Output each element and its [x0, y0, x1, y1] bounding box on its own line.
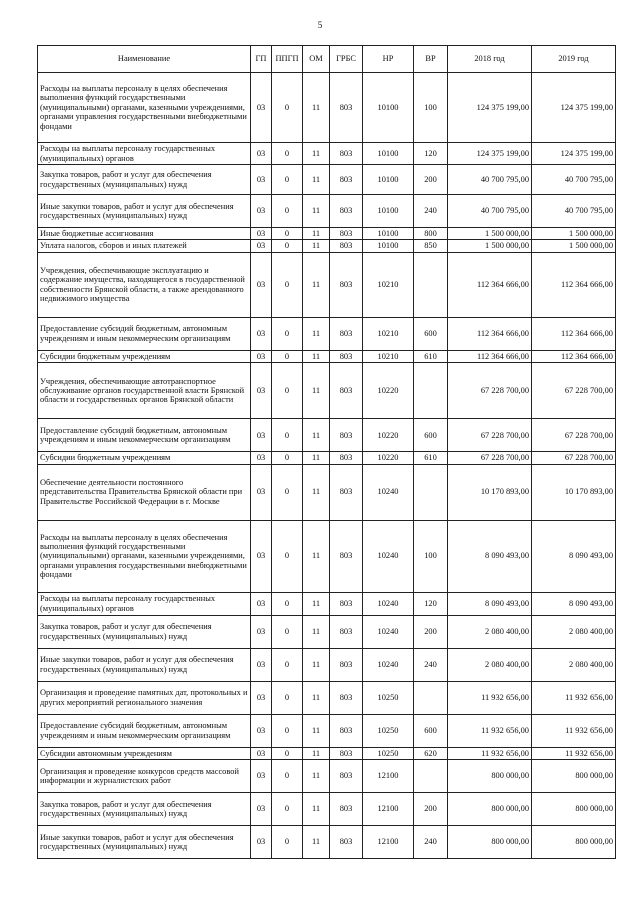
cell-vr: 600 [414, 419, 448, 452]
cell-grbs: 803 [330, 240, 363, 252]
header-nr: НР [363, 46, 414, 73]
cell-name: Расходы на выплаты персоналу в целях обеспечения выполнения функций государственными (муниципальными) органами, казенными учреждениями, органами управления государственными внебюджетными фондами [38, 520, 251, 592]
cell-nr: 10250 [363, 681, 414, 714]
table-header-row [38, 46, 616, 73]
cell-y2019: 2 080 400,00 [532, 615, 616, 648]
cell-ppgp: 0 [272, 419, 303, 452]
cell-y2018: 2 080 400,00 [448, 615, 532, 648]
cell-y2018: 1 500 000,00 [448, 228, 532, 240]
cell-om: 11 [303, 520, 330, 592]
cell-y2018: 112 364 666,00 [448, 317, 532, 350]
table-row [38, 793, 616, 826]
cell-om: 11 [303, 252, 330, 317]
cell-vr: 120 [414, 592, 448, 615]
cell-ppgp: 0 [272, 592, 303, 615]
cell-nr: 10240 [363, 520, 414, 592]
cell-grbs: 803 [330, 714, 363, 747]
cell-gp: 03 [251, 165, 272, 195]
cell-nr: 10220 [363, 452, 414, 464]
header-2019: 2019 год [532, 46, 616, 73]
table-row [38, 419, 616, 452]
cell-vr: 200 [414, 165, 448, 195]
cell-grbs: 803 [330, 615, 363, 648]
cell-grbs: 803 [330, 363, 363, 419]
cell-name: Учреждения, обеспечивающие эксплуатацию и содержание имущества, находящегося в государственной собственности Брянской области, а также арендованного недвижимого имущества [38, 252, 251, 317]
cell-y2019: 8 090 493,00 [532, 520, 616, 592]
cell-name: Расходы на выплаты персоналу государственных (муниципальных) органов [38, 592, 251, 615]
cell-y2018: 8 090 493,00 [448, 592, 532, 615]
cell-gp: 03 [251, 350, 272, 362]
table-row [38, 615, 616, 648]
cell-y2019: 800 000,00 [532, 760, 616, 793]
cell-nr: 12100 [363, 793, 414, 826]
cell-name: Уплата налогов, сборов и иных платежей [38, 240, 251, 252]
header-om: ОМ [303, 46, 330, 73]
cell-ppgp: 0 [272, 615, 303, 648]
cell-ppgp: 0 [272, 714, 303, 747]
cell-om: 11 [303, 747, 330, 759]
cell-om: 11 [303, 648, 330, 681]
cell-y2019: 2 080 400,00 [532, 648, 616, 681]
cell-y2018: 1 500 000,00 [448, 240, 532, 252]
cell-om: 11 [303, 350, 330, 362]
cell-ppgp: 0 [272, 363, 303, 419]
table-row [38, 350, 616, 362]
table-row [38, 143, 616, 165]
table-row [38, 648, 616, 681]
cell-y2019: 40 700 795,00 [532, 165, 616, 195]
cell-y2018: 67 228 700,00 [448, 363, 532, 419]
cell-grbs: 803 [330, 592, 363, 615]
header-name: Наименование [38, 46, 251, 73]
cell-y2019: 11 932 656,00 [532, 747, 616, 759]
cell-nr: 10210 [363, 252, 414, 317]
cell-name: Закупка товаров, работ и услуг для обеспечения государственных (муниципальных) нужд [38, 165, 251, 195]
cell-name: Предоставление субсидий бюджетным, автономным учреждениям и иным некоммерческим организациям [38, 714, 251, 747]
cell-y2018: 40 700 795,00 [448, 195, 532, 228]
cell-y2018: 11 932 656,00 [448, 747, 532, 759]
cell-y2019: 11 932 656,00 [532, 681, 616, 714]
page-number: 5 [317, 20, 323, 30]
cell-nr: 10250 [363, 747, 414, 759]
cell-grbs: 803 [330, 143, 363, 165]
cell-y2019: 67 228 700,00 [532, 419, 616, 452]
header-grbs: ГРБС [330, 46, 363, 73]
table-row [38, 240, 616, 252]
cell-vr: 800 [414, 228, 448, 240]
cell-y2019: 11 932 656,00 [532, 714, 616, 747]
cell-y2018: 8 090 493,00 [448, 520, 532, 592]
cell-gp: 03 [251, 317, 272, 350]
cell-grbs: 803 [330, 826, 363, 859]
cell-y2018: 800 000,00 [448, 826, 532, 859]
cell-ppgp: 0 [272, 520, 303, 592]
cell-y2018: 124 375 199,00 [448, 73, 532, 143]
cell-grbs: 803 [330, 195, 363, 228]
cell-gp: 03 [251, 615, 272, 648]
cell-name: Субсидии бюджетным учреждениям [38, 452, 251, 464]
cell-om: 11 [303, 317, 330, 350]
cell-gp: 03 [251, 363, 272, 419]
cell-y2019: 40 700 795,00 [532, 195, 616, 228]
cell-vr: 600 [414, 317, 448, 350]
cell-y2018: 11 932 656,00 [448, 681, 532, 714]
cell-y2018: 2 080 400,00 [448, 648, 532, 681]
cell-om: 11 [303, 760, 330, 793]
cell-gp: 03 [251, 228, 272, 240]
cell-ppgp: 0 [272, 317, 303, 350]
cell-nr: 12100 [363, 826, 414, 859]
cell-om: 11 [303, 714, 330, 747]
cell-gp: 03 [251, 826, 272, 859]
cell-om: 11 [303, 826, 330, 859]
table-row [38, 317, 616, 350]
cell-name: Организация и проведение памятных дат, протокольных и других мероприятий регионального значения [38, 681, 251, 714]
cell-om: 11 [303, 143, 330, 165]
cell-name: Иные закупки товаров, работ и услуг для обеспечения государственных (муниципальных) нужд [38, 826, 251, 859]
cell-gp: 03 [251, 464, 272, 520]
cell-om: 11 [303, 195, 330, 228]
cell-ppgp: 0 [272, 228, 303, 240]
cell-ppgp: 0 [272, 826, 303, 859]
cell-name: Предоставление субсидий бюджетным, автономным учреждениям и иным некоммерческим организациям [38, 317, 251, 350]
header-gp: ГП [251, 46, 272, 73]
table-row [38, 228, 616, 240]
cell-vr: 120 [414, 143, 448, 165]
table-row [38, 73, 616, 143]
cell-om: 11 [303, 452, 330, 464]
cell-ppgp: 0 [272, 195, 303, 228]
cell-name: Закупка товаров, работ и услуг для обеспечения государственных (муниципальных) нужд [38, 793, 251, 826]
cell-nr: 10100 [363, 228, 414, 240]
cell-name: Расходы на выплаты персоналу государственных (муниципальных) органов [38, 143, 251, 165]
cell-ppgp: 0 [272, 464, 303, 520]
cell-gp: 03 [251, 681, 272, 714]
cell-gp: 03 [251, 714, 272, 747]
cell-vr [414, 760, 448, 793]
table-row [38, 363, 616, 419]
cell-nr: 10240 [363, 592, 414, 615]
cell-grbs: 803 [330, 793, 363, 826]
cell-grbs: 803 [330, 452, 363, 464]
cell-gp: 03 [251, 747, 272, 759]
cell-nr: 10220 [363, 363, 414, 419]
cell-y2018: 112 364 666,00 [448, 252, 532, 317]
cell-nr: 10100 [363, 165, 414, 195]
cell-name: Предоставление субсидий бюджетным, автономным учреждениям и иным некоммерческим организациям [38, 419, 251, 452]
cell-nr: 10220 [363, 419, 414, 452]
cell-y2018: 40 700 795,00 [448, 165, 532, 195]
cell-name: Закупка товаров, работ и услуг для обеспечения государственных (муниципальных) нужд [38, 615, 251, 648]
cell-y2019: 800 000,00 [532, 826, 616, 859]
cell-gp: 03 [251, 793, 272, 826]
cell-y2018: 112 364 666,00 [448, 350, 532, 362]
cell-nr: 10210 [363, 317, 414, 350]
table-row [38, 520, 616, 592]
budget-table [37, 45, 616, 859]
cell-name: Обеспечение деятельности постоянного представительства Правительства Брянской области при Правительстве Российской Федерации в г. Москве [38, 464, 251, 520]
cell-y2018: 67 228 700,00 [448, 419, 532, 452]
cell-name: Иные бюджетные ассигнования [38, 228, 251, 240]
header-vr: ВР [414, 46, 448, 73]
table-row [38, 592, 616, 615]
cell-ppgp: 0 [272, 793, 303, 826]
cell-om: 11 [303, 419, 330, 452]
cell-vr: 610 [414, 452, 448, 464]
cell-gp: 03 [251, 195, 272, 228]
cell-grbs: 803 [330, 317, 363, 350]
cell-nr: 10240 [363, 615, 414, 648]
cell-y2018: 10 170 893,00 [448, 464, 532, 520]
table-row [38, 714, 616, 747]
cell-nr: 10100 [363, 195, 414, 228]
cell-gp: 03 [251, 252, 272, 317]
cell-om: 11 [303, 228, 330, 240]
cell-ppgp: 0 [272, 681, 303, 714]
cell-nr: 10240 [363, 648, 414, 681]
cell-name: Иные закупки товаров, работ и услуг для обеспечения государственных (муниципальных) нужд [38, 648, 251, 681]
cell-y2018: 800 000,00 [448, 793, 532, 826]
cell-vr: 240 [414, 648, 448, 681]
cell-grbs: 803 [330, 228, 363, 240]
cell-nr: 10250 [363, 714, 414, 747]
cell-y2019: 67 228 700,00 [532, 452, 616, 464]
cell-grbs: 803 [330, 73, 363, 143]
cell-y2019: 124 375 199,00 [532, 73, 616, 143]
cell-y2019: 10 170 893,00 [532, 464, 616, 520]
header-ppgp: ППГП [272, 46, 303, 73]
cell-gp: 03 [251, 760, 272, 793]
cell-ppgp: 0 [272, 760, 303, 793]
table-row [38, 464, 616, 520]
cell-grbs: 803 [330, 464, 363, 520]
cell-om: 11 [303, 464, 330, 520]
cell-gp: 03 [251, 648, 272, 681]
cell-name: Расходы на выплаты персоналу в целях обеспечения выполнения функций государственными (муниципальными) органами, казенными учреждениями, органами управления государственными внебюджетными фондами [38, 73, 251, 143]
cell-y2018: 11 932 656,00 [448, 714, 532, 747]
cell-vr: 100 [414, 73, 448, 143]
cell-grbs: 803 [330, 681, 363, 714]
cell-grbs: 803 [330, 165, 363, 195]
cell-gp: 03 [251, 452, 272, 464]
cell-nr: 10240 [363, 464, 414, 520]
table-body [38, 73, 616, 859]
cell-vr: 240 [414, 195, 448, 228]
cell-y2019: 112 364 666,00 [532, 350, 616, 362]
cell-om: 11 [303, 73, 330, 143]
cell-y2018: 124 375 199,00 [448, 143, 532, 165]
cell-y2019: 124 375 199,00 [532, 143, 616, 165]
table-row [38, 681, 616, 714]
cell-y2019: 67 228 700,00 [532, 363, 616, 419]
cell-om: 11 [303, 363, 330, 419]
cell-y2019: 8 090 493,00 [532, 592, 616, 615]
cell-y2019: 800 000,00 [532, 793, 616, 826]
cell-y2019: 112 364 666,00 [532, 252, 616, 317]
cell-om: 11 [303, 681, 330, 714]
cell-grbs: 803 [330, 419, 363, 452]
cell-nr: 10100 [363, 240, 414, 252]
cell-om: 11 [303, 240, 330, 252]
cell-gp: 03 [251, 520, 272, 592]
cell-grbs: 803 [330, 747, 363, 759]
cell-ppgp: 0 [272, 165, 303, 195]
cell-vr: 620 [414, 747, 448, 759]
cell-ppgp: 0 [272, 143, 303, 165]
cell-name: Субсидии автономным учреждениям [38, 747, 251, 759]
cell-gp: 03 [251, 240, 272, 252]
table-row [38, 252, 616, 317]
cell-nr: 12100 [363, 760, 414, 793]
cell-vr: 240 [414, 826, 448, 859]
cell-gp: 03 [251, 592, 272, 615]
table-row [38, 165, 616, 195]
cell-nr: 10210 [363, 350, 414, 362]
cell-vr: 100 [414, 520, 448, 592]
cell-nr: 10100 [363, 143, 414, 165]
cell-vr: 200 [414, 615, 448, 648]
cell-om: 11 [303, 592, 330, 615]
cell-vr [414, 681, 448, 714]
table-row [38, 760, 616, 793]
cell-vr [414, 252, 448, 317]
cell-y2019: 1 500 000,00 [532, 240, 616, 252]
cell-gp: 03 [251, 143, 272, 165]
cell-gp: 03 [251, 419, 272, 452]
cell-vr [414, 464, 448, 520]
cell-vr: 610 [414, 350, 448, 362]
cell-name: Иные закупки товаров, работ и услуг для обеспечения государственных (муниципальных) нужд [38, 195, 251, 228]
cell-y2018: 67 228 700,00 [448, 452, 532, 464]
cell-ppgp: 0 [272, 648, 303, 681]
cell-ppgp: 0 [272, 252, 303, 317]
cell-name: Учреждения, обеспечивающие автотранспортное обслуживание органов государственной власти Брянской области и государственных органов Брянской области [38, 363, 251, 419]
cell-ppgp: 0 [272, 240, 303, 252]
cell-om: 11 [303, 165, 330, 195]
table-row [38, 195, 616, 228]
cell-ppgp: 0 [272, 452, 303, 464]
cell-ppgp: 0 [272, 73, 303, 143]
cell-gp: 03 [251, 73, 272, 143]
cell-vr: 200 [414, 793, 448, 826]
cell-ppgp: 0 [272, 747, 303, 759]
cell-grbs: 803 [330, 252, 363, 317]
table-row [38, 747, 616, 759]
cell-name: Организация и проведение конкурсов средств массовой информации и журналистских работ [38, 760, 251, 793]
cell-grbs: 803 [330, 350, 363, 362]
cell-nr: 10100 [363, 73, 414, 143]
cell-y2019: 112 364 666,00 [532, 317, 616, 350]
cell-vr [414, 363, 448, 419]
cell-grbs: 803 [330, 760, 363, 793]
cell-grbs: 803 [330, 648, 363, 681]
cell-vr: 600 [414, 714, 448, 747]
cell-om: 11 [303, 615, 330, 648]
table-row [38, 452, 616, 464]
header-2018: 2018 год [448, 46, 532, 73]
table-row [38, 826, 616, 859]
cell-y2018: 800 000,00 [448, 760, 532, 793]
cell-name: Субсидии бюджетным учреждениям [38, 350, 251, 362]
cell-y2019: 1 500 000,00 [532, 228, 616, 240]
cell-vr: 850 [414, 240, 448, 252]
cell-grbs: 803 [330, 520, 363, 592]
cell-om: 11 [303, 793, 330, 826]
cell-ppgp: 0 [272, 350, 303, 362]
